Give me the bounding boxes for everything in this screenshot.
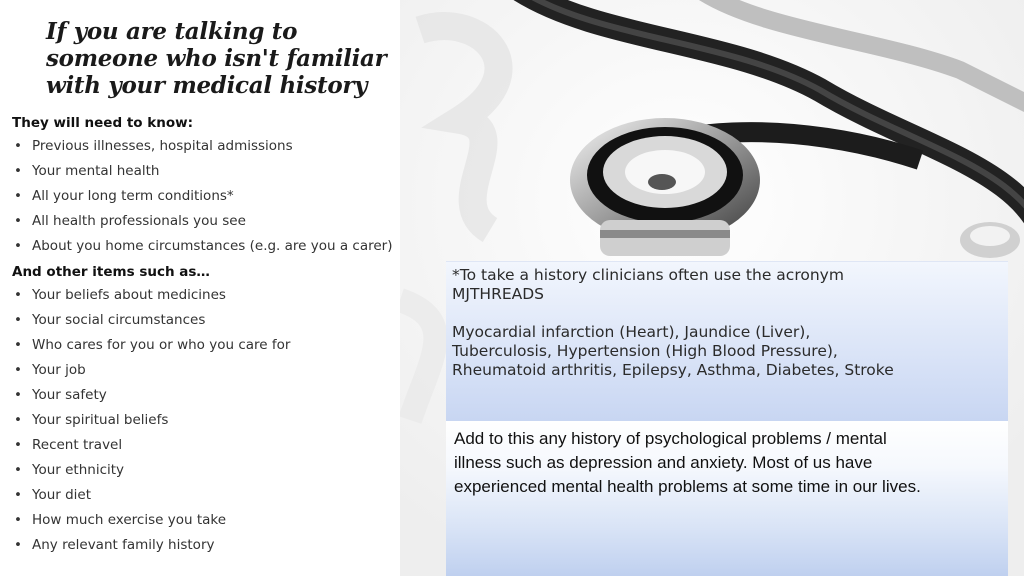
need-to-know-list [12,134,422,259]
list-item: • Your diet [12,483,422,508]
acronym-box [446,261,1008,421]
mental-health-text: experienced mental health problems at some time in our lives. [454,477,921,496]
acronym-name: MJTHREADS [452,285,545,303]
list-item: • Your mental health [12,159,422,184]
slide-title [46,18,426,99]
section-heading-other-items: And other items such as… [12,264,210,280]
list-item: • How much exercise you take [12,508,422,533]
acronym-detail: Rheumatoid arthritis, Epilepsy, Asthma, Diabetes, Stroke [452,361,894,379]
list-item: • Your ethnicity [12,458,422,483]
list-item: • Your job [12,358,422,383]
list-item: • All your long term conditions* [12,184,422,209]
list-item: • Your safety [12,383,422,408]
list-item: • Your spiritual beliefs [12,408,422,433]
mental-health-box [446,421,1008,576]
title-line: someone who isn't familiar [46,45,387,72]
list-item: • About you home circumstances (e.g. are you a carer) [12,234,422,259]
list-item: • All health professionals you see [12,209,422,234]
acronym-detail: Tuberculosis, Hypertension (High Blood Pressure), [452,342,838,360]
list-item: • Your beliefs about medicines [12,283,422,308]
other-items-list [12,283,422,558]
info-list [12,112,422,558]
mental-health-text: Add to this any history of psychological problems / mental [454,429,887,448]
acronym-detail: Myocardial infarction (Heart), Jaundice (Liver), [452,323,811,341]
list-item: • Your social circumstances [12,308,422,333]
section-heading-need-to-know: They will need to know: [12,115,193,131]
acronym-intro: *To take a history clinicians often use the acronym [452,266,844,284]
title-line: If you are talking to [46,18,298,45]
list-item: • Who cares for you or who you care for [12,333,422,358]
list-item: • Recent travel [12,433,422,458]
title-line: with your medical history [46,72,368,99]
mental-health-text: illness such as depression and anxiety. Most of us have [454,453,873,472]
list-item: • Previous illnesses, hospital admissions [12,134,422,159]
list-item: • Any relevant family history [12,533,422,558]
